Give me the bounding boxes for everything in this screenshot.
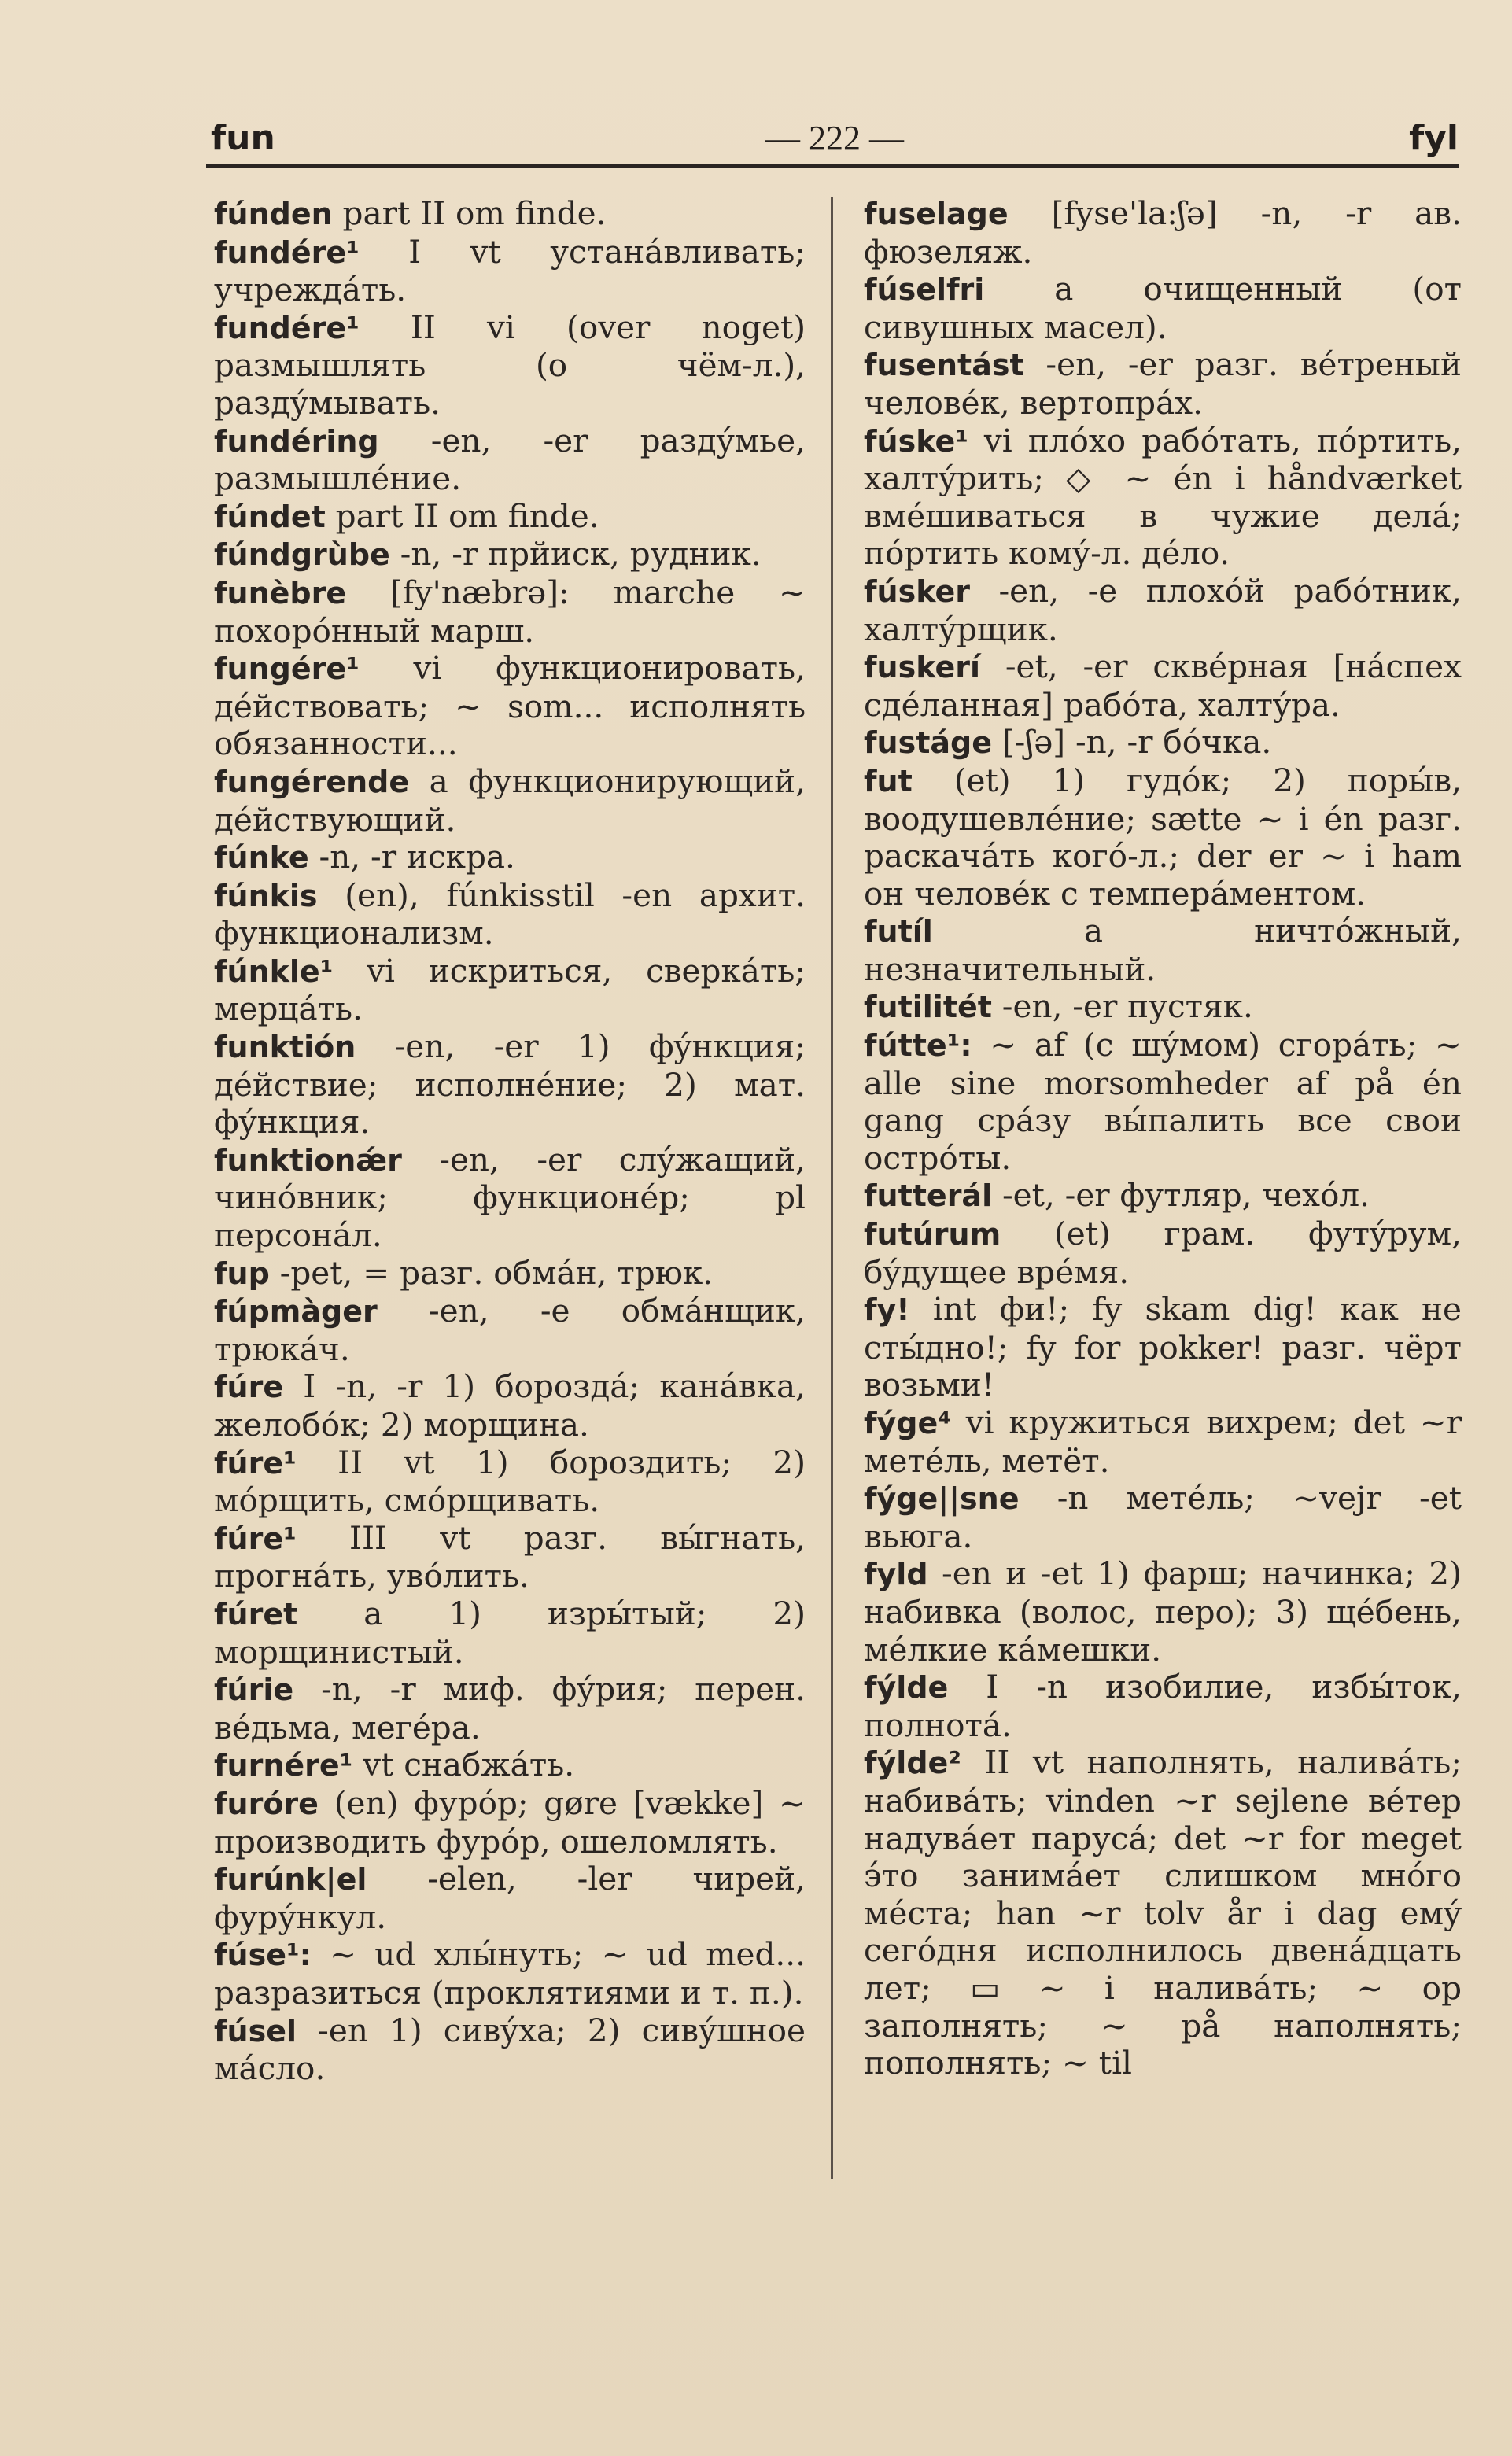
entry-definition: -n, -r миф. фýрия; перен. вéдьма, мегéра. <box>214 1670 806 1746</box>
entry-headword: fúnkis <box>214 878 318 913</box>
dictionary-entry <box>864 1555 1462 1669</box>
dictionary-entry <box>214 1936 806 2012</box>
entry-headword: fýge⁴ <box>864 1406 951 1440</box>
entry-headword: fúre <box>214 1370 284 1405</box>
dictionary-entry <box>214 1746 806 1785</box>
entry-definition: -n, -r искра. <box>308 838 515 876</box>
entry-definition: vt снабжáть. <box>352 1746 575 1784</box>
page-number: — 222 — <box>765 119 904 157</box>
entry-headword: fundére¹ <box>214 310 360 345</box>
right-guide-word: fyl <box>1409 118 1459 158</box>
dictionary-entry <box>864 988 1462 1027</box>
dictionary-entry <box>214 1293 806 1368</box>
entry-headword: fuselage <box>864 197 1009 231</box>
entry-headword: fúsel <box>214 2013 297 2049</box>
dictionary-entry <box>214 839 806 877</box>
entry-definition: a 1) изры́тый; 2) морщинистый. <box>214 1594 806 1671</box>
entry-definition: a ничтóжный, незначительный. <box>864 912 1462 988</box>
entry-headword: futúrum <box>864 1217 1001 1252</box>
entry-definition: vi искриться, сверкáть; мерцáть. <box>214 951 806 1028</box>
entry-headword: fup <box>214 1256 270 1291</box>
dictionary-entry <box>214 1785 806 1860</box>
dictionary-entry <box>214 309 806 422</box>
entry-headword: fungére¹ <box>214 651 360 687</box>
entry-definition: int фи!; fy skam dig! как не сты́дно!; fy for pokker! разг. чёрт возьми! <box>864 1290 1462 1404</box>
left-guide-word: fun <box>211 118 275 158</box>
entry-headword: fyld <box>864 1557 928 1592</box>
entry-definition: a очищенный (от сивушных масел). <box>864 270 1462 346</box>
page-header <box>211 115 1459 165</box>
entry-headword: fúnkle¹ <box>214 953 334 989</box>
dictionary-entry <box>864 1215 1462 1291</box>
dictionary-entry <box>864 913 1462 988</box>
entry-definition: -en и -et 1) фарш; начинка; 2) набивка (волос, перо); 3) щéбень, мéлкие кáмешки. <box>864 1554 1462 1669</box>
entry-headword: furnére¹ <box>214 1748 353 1783</box>
entry-headword: fy! <box>864 1293 910 1328</box>
entry-headword: futíl <box>864 914 933 950</box>
dictionary-entry <box>864 1027 1462 1177</box>
entry-definition: vi функционировать, дéйствовать; ~ som... исполнять обязанности... <box>214 649 806 763</box>
entry-definition: (en) фурóр; gøre [vække] ~ производить фурóр, ошеломлять. <box>214 1783 806 1860</box>
entry-definition: -n метéль; ~vejr -et вьюга. <box>864 1479 1462 1555</box>
entry-headword: fundére¹ <box>214 234 360 270</box>
entry-definition: [fy'næbrə]: marche ~ похорóнный марш. <box>214 573 806 650</box>
dictionary-entry <box>214 1520 806 1595</box>
dictionary-entry <box>864 271 1462 346</box>
entry-headword: fýlde <box>864 1670 949 1706</box>
dictionary-entry <box>864 1480 1462 1555</box>
entry-headword: fuskerí <box>864 650 980 685</box>
entry-headword: fúnke <box>214 840 309 876</box>
dictionary-entry <box>214 650 806 763</box>
entry-definition: II vt наполнять, наливáть; набивáть; vinden ~r sejlene вéтер надувáет парусá; det ~r for meget э́то занимáет слишком мнóго мéста; han ~r tolv år i dag емý сегóдня исполнилось двенáдцать лет; ▭ ~ i наливáть; ~ op заполнять; ~ på наполнять; пополнять; ~ til <box>864 1743 1462 2082</box>
entry-headword: futilitét <box>864 990 992 1025</box>
entry-definition: [fyse'la:ʃə] -n, -r ав. фюзеляж. <box>864 194 1462 271</box>
entry-headword: furúnk|el <box>214 1862 367 1897</box>
entry-headword: fusentást <box>864 348 1024 383</box>
entry-definition: [-ʃə] -n, -r бóчка. <box>991 723 1272 762</box>
dictionary-entry <box>214 1671 806 1746</box>
dictionary-entry <box>214 1595 806 1671</box>
entry-headword: fúndgrùbe <box>214 537 390 573</box>
entry-headword: fúske¹ <box>864 423 968 459</box>
entry-headword: fúsker <box>864 573 970 609</box>
dictionary-entry <box>214 2012 806 2088</box>
entry-headword: fungérende <box>214 764 410 799</box>
entry-definition: -en, -er раздýмье, размышлéние. <box>214 421 806 498</box>
entry-definition: II vi (over noget) размышлять (о чём-л.), раздýмывать. <box>214 308 806 422</box>
entry-headword: fúrie <box>214 1672 294 1708</box>
entry-definition: ~ ud хлы́нуть; ~ ud med... разразиться (проклятиями и т. п.). <box>214 1935 806 2012</box>
dictionary-entry <box>214 1141 806 1255</box>
entry-definition: -en, -er 1) фýнкция; дéйствие; исполнéние; 2) мат. фýнкция. <box>214 1027 806 1141</box>
column-divider <box>831 197 833 2179</box>
right-column <box>864 195 1462 2082</box>
entry-definition: (en), fúnkisstil -en архит. функционализм. <box>214 876 806 953</box>
dictionary-entry <box>864 195 1462 271</box>
entry-definition: -en 1) сивýха; 2) сивýшное мáсло. <box>214 2011 806 2088</box>
header-rule <box>206 164 1459 168</box>
entry-definition: I vt устанáвливать; учреждáть. <box>214 232 806 309</box>
entry-definition: part II om finde. <box>332 194 607 232</box>
entry-headword: fúselfri <box>864 272 985 308</box>
entry-headword: funktionǽr <box>214 1142 402 1178</box>
entry-headword: fúse¹: <box>214 1938 312 1973</box>
entry-definition: -en, -er слýжащий, чинóвник; функционéр; pl персонáл. <box>214 1140 806 1255</box>
dictionary-entry <box>864 1177 1462 1215</box>
entry-headword: fúndet <box>214 499 326 534</box>
entry-definition: -en, -er разг. вéтреный человéк, вертопрáх. <box>864 345 1462 422</box>
dictionary-entry <box>214 953 806 1028</box>
entry-definition: III vt разг. вы́гнать, прогнáть, увóлить. <box>214 1518 806 1595</box>
entry-headword: funktión <box>214 1030 356 1065</box>
left-column <box>214 195 806 2088</box>
entry-headword: fundéring <box>214 423 379 459</box>
dictionary-entry <box>864 1744 1462 2082</box>
dictionary-entry <box>864 1291 1462 1404</box>
entry-headword: fúpmàger <box>214 1294 378 1329</box>
entry-headword: fúre¹ <box>214 1445 297 1481</box>
entry-headword: funèbre <box>214 575 347 610</box>
entry-definition: I -n, -r 1) бороздá; канáвка, желобóк; 2) морщина. <box>214 1367 806 1444</box>
entry-definition: -n, -r прйиск, рудник. <box>389 535 762 573</box>
entry-definition: I -n изобилие, избы́ток, полнотá. <box>864 1668 1462 1744</box>
dictionary-entry <box>864 346 1462 422</box>
dictionary-entry <box>214 195 806 234</box>
dictionary-entry <box>864 762 1462 913</box>
entry-headword: fúnden <box>214 197 333 231</box>
entry-headword: furóre <box>214 1786 319 1821</box>
entry-definition: part II om finde. <box>325 496 599 535</box>
entry-headword: futterál <box>864 1178 993 1214</box>
entry-headword: fut <box>864 763 913 798</box>
entry-definition: (et) 1) гудóк; 2) поры́в, воодушевлéние; sætte ~ i én разг. раскачáть когó-л.; der er ~ i ham он человéк с темперáментом. <box>864 761 1462 913</box>
entry-definition: -en, -e обмáнщик, трюкáч. <box>214 1292 806 1368</box>
dictionary-entry <box>214 1255 806 1293</box>
dictionary-entry <box>864 573 1462 648</box>
dictionary-entry <box>214 877 806 953</box>
dictionary-entry <box>214 1368 806 1444</box>
entry-definition: vi плóхо рабóтать, пóртить, халтýрить; ◇ ~ én i håndværket вмéшиваться в чужие делá; пóртить комý-л. дéло. <box>864 421 1462 573</box>
entry-headword: fútte¹: <box>864 1028 972 1064</box>
dictionary-entry <box>864 1404 1462 1480</box>
dictionary-entry <box>214 234 806 309</box>
dictionary-entry <box>864 648 1462 724</box>
dictionary-entry <box>214 1860 806 1936</box>
dictionary-entry <box>214 1444 806 1520</box>
dictionary-entry <box>214 498 806 537</box>
entry-headword: fúret <box>214 1596 298 1632</box>
entry-headword: fustáge <box>864 725 992 761</box>
entry-headword: fýge||sne <box>864 1481 1020 1517</box>
entry-definition: vi кружиться вихрем; det ~r метéль, метёт. <box>864 1403 1462 1480</box>
dictionary-entry <box>864 1669 1462 1744</box>
dictionary-entry <box>214 536 806 574</box>
entry-definition: -en, -er пустяк. <box>991 987 1253 1026</box>
entry-definition: -en, -e плохóй рабóтник, халтýрщик. <box>864 571 1462 648</box>
dictionary-entry <box>214 1028 806 1141</box>
entry-definition: a функционирующий, дéйствующий. <box>214 762 806 839</box>
dictionary-entry <box>214 574 806 650</box>
entry-headword: fúre¹ <box>214 1521 297 1556</box>
entry-definition: -et, -er сквéрная [нáспех сдéланная] рабóта, халтýра. <box>864 647 1462 724</box>
dictionary-entry <box>214 422 806 498</box>
entry-headword: fýlde² <box>864 1746 961 1781</box>
dictionary-entry <box>864 422 1462 573</box>
dictionary-entry <box>864 724 1462 762</box>
entry-definition: -elen, -ler чирей, фурýнкул. <box>214 1860 806 1936</box>
dictionary-entry <box>214 763 806 839</box>
entry-definition: -pet, = разг. обмáн, трюк. <box>269 1253 714 1292</box>
entry-definition: ~ af (с шýмом) сгорáть; ~ alle sine morsomheder af på én gang срáзу вы́палить все свои острóты. <box>864 1026 1462 1177</box>
entry-definition: (et) грам. футýрум, бýдущее врéмя. <box>864 1215 1462 1291</box>
entry-definition: -et, -er футляр, чехóл. <box>992 1176 1370 1215</box>
entry-definition: II vt 1) бороздить; 2) мóрщить, смóрщивать. <box>214 1443 806 1520</box>
